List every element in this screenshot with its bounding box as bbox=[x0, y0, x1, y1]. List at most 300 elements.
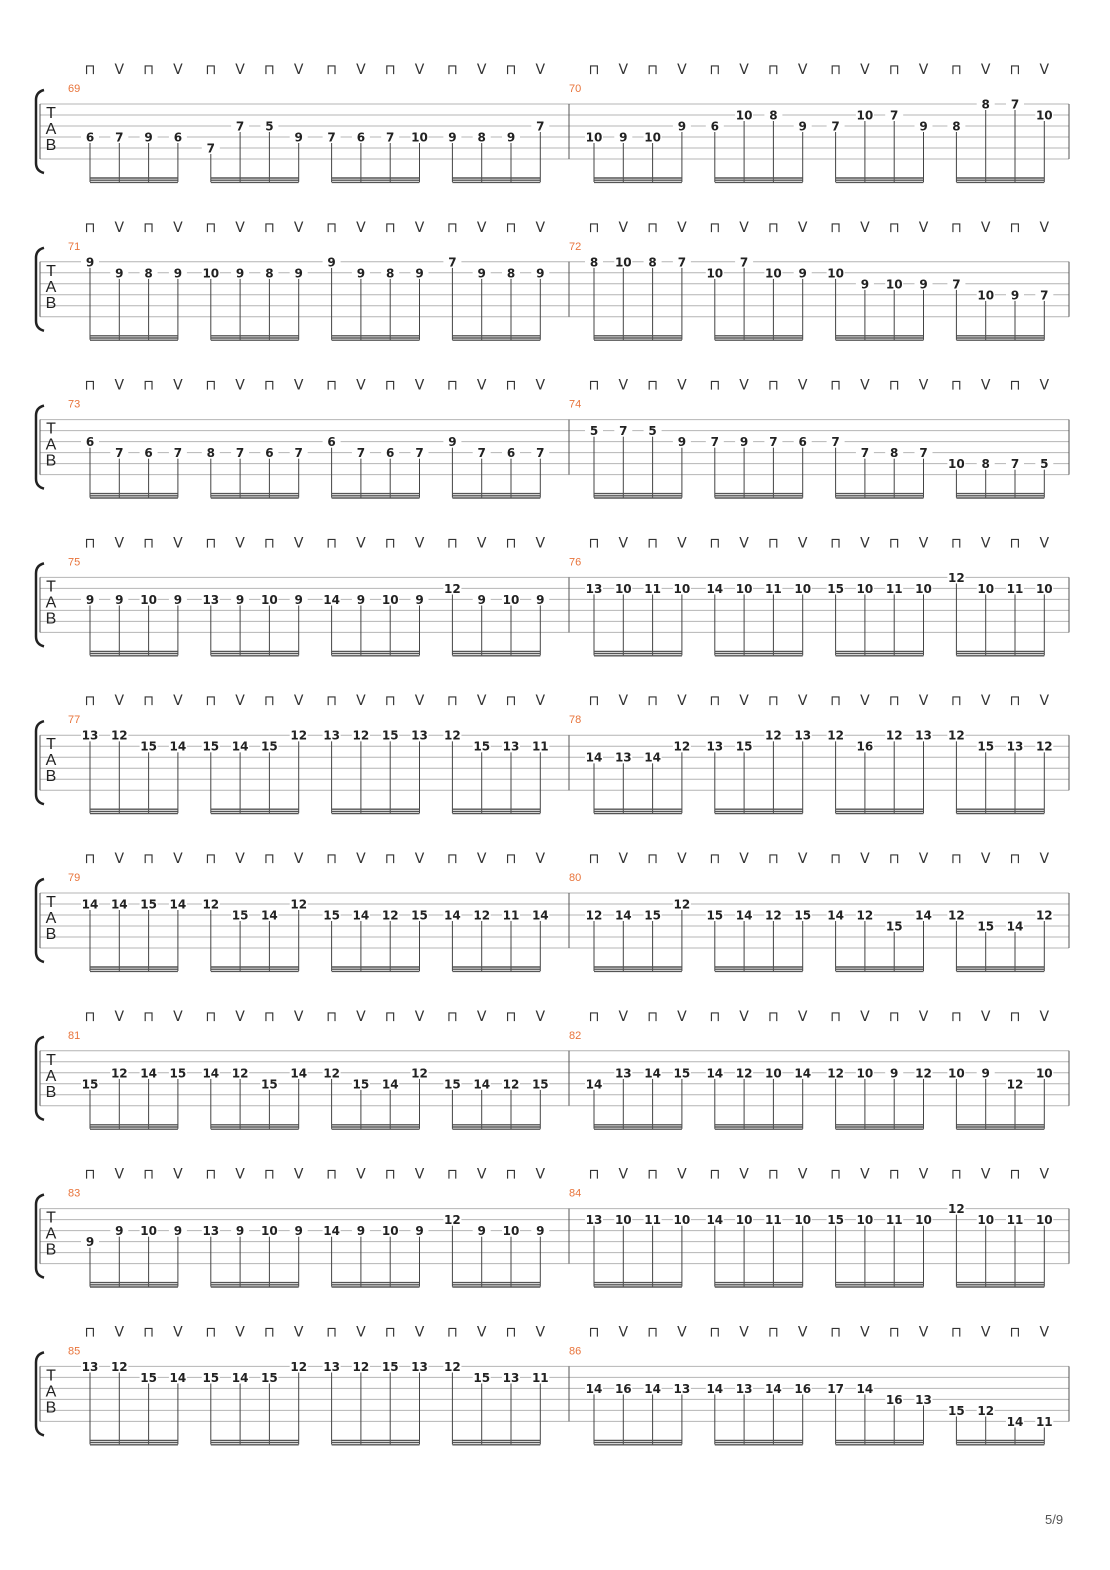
measure-number: 70 bbox=[569, 83, 582, 95]
upstroke-icon: V bbox=[535, 377, 546, 394]
fret-number: 7 bbox=[115, 446, 124, 461]
fret-number: 15 bbox=[81, 1077, 99, 1092]
fret-number: 6 bbox=[798, 435, 807, 450]
downstroke-icon: ⊓ bbox=[263, 851, 275, 867]
fret-number: 14 bbox=[856, 1381, 874, 1396]
tab-system bbox=[36, 1167, 1069, 1287]
fret-number: 10 bbox=[948, 457, 965, 472]
downstroke-icon: ⊓ bbox=[950, 377, 962, 394]
fret-number: 14 bbox=[735, 908, 753, 923]
tab-clef-letter: A bbox=[45, 910, 57, 927]
fret-number: 14 bbox=[169, 897, 187, 912]
downstroke-icon: ⊓ bbox=[143, 1166, 155, 1183]
fret-number: 15 bbox=[473, 739, 491, 754]
tab-clef-letter: B bbox=[45, 926, 57, 943]
fret-number: 14 bbox=[765, 1381, 782, 1396]
fret-number: 14 bbox=[261, 908, 278, 923]
fret-number: 14 bbox=[614, 908, 632, 923]
downstroke-icon: ⊓ bbox=[84, 851, 96, 867]
tab-clef-letter: T bbox=[46, 894, 56, 911]
upstroke-icon: V bbox=[173, 1166, 183, 1183]
fret-number: 7 bbox=[677, 255, 687, 270]
measure-number: 79 bbox=[68, 872, 81, 884]
fret-number: 7 bbox=[415, 446, 424, 461]
downstroke-icon: ⊓ bbox=[263, 62, 275, 78]
fret-number: 7 bbox=[831, 435, 840, 450]
downstroke-icon: ⊓ bbox=[830, 1166, 842, 1183]
upstroke-icon: V bbox=[618, 1324, 629, 1341]
downstroke-icon: ⊓ bbox=[446, 219, 458, 236]
upstroke-icon: V bbox=[739, 1324, 749, 1341]
upstroke-icon: V bbox=[114, 851, 125, 867]
fret-number: 7 bbox=[1010, 457, 1020, 472]
downstroke-icon: ⊓ bbox=[950, 1324, 962, 1341]
fret-number: 13 bbox=[323, 1359, 340, 1374]
downstroke-icon: ⊓ bbox=[767, 219, 779, 236]
upstroke-icon: V bbox=[235, 219, 245, 236]
tab-system bbox=[36, 851, 1069, 971]
downstroke-icon: ⊓ bbox=[205, 62, 217, 78]
upstroke-icon: V bbox=[1039, 693, 1050, 710]
fret-number: 7 bbox=[173, 446, 183, 461]
upstroke-icon: V bbox=[918, 1166, 929, 1183]
fret-number: 12 bbox=[231, 1066, 249, 1081]
fret-number: 14 bbox=[794, 1066, 812, 1081]
measure-number: 72 bbox=[569, 240, 582, 253]
measure-number: 77 bbox=[68, 714, 81, 727]
upstroke-icon: V bbox=[1039, 1008, 1050, 1025]
fret-number: 14 bbox=[231, 1370, 249, 1385]
fret-number: 7 bbox=[536, 446, 545, 461]
downstroke-icon: ⊓ bbox=[709, 851, 721, 867]
fret-number: 9 bbox=[448, 435, 457, 450]
fret-number: 7 bbox=[890, 108, 899, 123]
fret-number: 13 bbox=[614, 1066, 632, 1081]
downstroke-icon: ⊓ bbox=[84, 1324, 96, 1341]
upstroke-icon: V bbox=[535, 1166, 546, 1183]
downstroke-icon: ⊓ bbox=[767, 535, 779, 552]
downstroke-icon: ⊓ bbox=[326, 851, 338, 867]
downstroke-icon: ⊓ bbox=[205, 851, 217, 867]
fret-number: 15 bbox=[794, 908, 812, 923]
fret-number: 12 bbox=[290, 897, 308, 912]
fret-number: 7 bbox=[710, 435, 719, 450]
upstroke-icon: V bbox=[235, 535, 245, 552]
fret-number: 13 bbox=[1006, 739, 1024, 754]
downstroke-icon: ⊓ bbox=[647, 377, 659, 394]
fret-number: 12 bbox=[411, 1066, 428, 1081]
upstroke-icon: V bbox=[414, 1166, 425, 1183]
downstroke-icon: ⊓ bbox=[205, 535, 217, 552]
upstroke-icon: V bbox=[739, 219, 749, 236]
downstroke-icon: ⊓ bbox=[1009, 1324, 1021, 1341]
tab-clef-letter: B bbox=[45, 768, 57, 786]
fret-number: 9 bbox=[115, 266, 124, 281]
fret-number: 6 bbox=[710, 119, 719, 134]
upstroke-icon: V bbox=[797, 62, 808, 78]
fret-number: 9 bbox=[356, 1224, 366, 1239]
fret-number: 14 bbox=[444, 908, 461, 923]
fret-number: 9 bbox=[85, 255, 95, 270]
fret-number: 9 bbox=[448, 130, 457, 145]
downstroke-icon: ⊓ bbox=[888, 62, 900, 78]
downstroke-icon: ⊓ bbox=[143, 62, 155, 78]
downstroke-icon: ⊓ bbox=[709, 535, 721, 552]
downstroke-icon: ⊓ bbox=[384, 693, 396, 710]
fret-number: 10 bbox=[614, 255, 632, 270]
upstroke-icon: V bbox=[739, 1008, 749, 1025]
fret-number: 15 bbox=[169, 1066, 187, 1081]
fret-number: 8 bbox=[769, 108, 778, 123]
downstroke-icon: ⊓ bbox=[888, 1166, 900, 1183]
fret-number: 9 bbox=[981, 1066, 990, 1081]
fret-number: 13 bbox=[673, 1381, 691, 1396]
upstroke-icon: V bbox=[356, 377, 366, 394]
fret-number: 10 bbox=[411, 130, 428, 145]
fret-number: 6 bbox=[356, 130, 366, 145]
downstroke-icon: ⊓ bbox=[205, 219, 217, 236]
downstroke-icon: ⊓ bbox=[384, 1324, 396, 1341]
downstroke-icon: ⊓ bbox=[888, 377, 900, 394]
fret-number: 13 bbox=[81, 728, 99, 743]
fret-number: 10 bbox=[706, 266, 724, 281]
fret-number: 12 bbox=[827, 1066, 844, 1081]
downstroke-icon: ⊓ bbox=[143, 851, 155, 867]
upstroke-icon: V bbox=[114, 219, 125, 236]
fret-number: 11 bbox=[644, 581, 661, 596]
fret-number: 12 bbox=[352, 1359, 370, 1374]
upstroke-icon: V bbox=[797, 693, 808, 710]
fret-number: 10 bbox=[735, 581, 753, 596]
fret-number: 10 bbox=[502, 592, 520, 607]
tab-clef-letter: B bbox=[45, 452, 57, 470]
fret-number: 12 bbox=[735, 1066, 753, 1081]
tab-clef-letter: B bbox=[45, 137, 57, 154]
fret-number: 11 bbox=[644, 1213, 661, 1228]
upstroke-icon: V bbox=[918, 219, 929, 236]
fret-number: 9 bbox=[415, 592, 424, 607]
upstroke-icon: V bbox=[173, 62, 183, 78]
fret-number: 11 bbox=[765, 581, 782, 596]
downstroke-icon: ⊓ bbox=[950, 1008, 962, 1025]
upstroke-icon: V bbox=[535, 219, 546, 236]
fret-number: 14 bbox=[323, 592, 340, 607]
upstroke-icon: V bbox=[476, 535, 487, 552]
upstroke-icon: V bbox=[235, 1324, 245, 1341]
fret-number: 11 bbox=[502, 908, 520, 923]
measure-number: 74 bbox=[569, 398, 582, 411]
upstroke-icon: V bbox=[980, 62, 991, 78]
upstroke-icon: V bbox=[414, 377, 425, 394]
fret-number: 9 bbox=[536, 1224, 545, 1239]
tab-clef-letter: T bbox=[46, 736, 56, 754]
upstroke-icon: V bbox=[980, 693, 991, 710]
fret-number: 11 bbox=[885, 1213, 903, 1228]
fret-number: 13 bbox=[915, 728, 932, 743]
fret-number: 9 bbox=[85, 592, 95, 607]
upstroke-icon: V bbox=[1039, 219, 1050, 236]
downstroke-icon: ⊓ bbox=[263, 377, 275, 394]
downstroke-icon: ⊓ bbox=[505, 1166, 517, 1183]
upstroke-icon: V bbox=[414, 535, 425, 552]
fret-number: 15 bbox=[706, 908, 724, 923]
fret-number: 14 bbox=[231, 739, 249, 754]
upstroke-icon: V bbox=[535, 851, 546, 867]
upstroke-icon: V bbox=[739, 535, 749, 552]
tab-system bbox=[36, 62, 1069, 182]
downstroke-icon: ⊓ bbox=[446, 535, 458, 552]
fret-number: 9 bbox=[1010, 288, 1020, 303]
fret-number: 12 bbox=[473, 908, 491, 923]
upstroke-icon: V bbox=[414, 1008, 425, 1025]
downstroke-icon: ⊓ bbox=[888, 219, 900, 236]
upstroke-icon: V bbox=[293, 693, 304, 710]
downstroke-icon: ⊓ bbox=[505, 219, 517, 236]
upstroke-icon: V bbox=[618, 1166, 629, 1183]
measure-number: 85 bbox=[68, 1345, 81, 1358]
fret-number: 9 bbox=[235, 592, 245, 607]
upstroke-icon: V bbox=[860, 1166, 870, 1183]
fret-number: 10 bbox=[885, 277, 903, 292]
fret-number: 14 bbox=[644, 1381, 661, 1396]
fret-number: 11 bbox=[531, 1370, 549, 1385]
fret-number: 14 bbox=[169, 739, 187, 754]
fret-number: 10 bbox=[502, 1224, 520, 1239]
upstroke-icon: V bbox=[860, 1324, 870, 1341]
downstroke-icon: ⊓ bbox=[830, 219, 842, 236]
fret-number: 12 bbox=[765, 908, 782, 923]
fret-number: 6 bbox=[85, 435, 95, 450]
measure-number: 71 bbox=[68, 240, 81, 253]
tab-clef-letter: T bbox=[46, 262, 56, 280]
upstroke-icon: V bbox=[114, 62, 125, 78]
upstroke-icon: V bbox=[918, 693, 929, 710]
downstroke-icon: ⊓ bbox=[709, 693, 721, 710]
fret-number: 15 bbox=[473, 1370, 491, 1385]
upstroke-icon: V bbox=[677, 851, 687, 867]
fret-number: 8 bbox=[477, 130, 486, 145]
upstroke-icon: V bbox=[980, 535, 991, 552]
fret-number: 12 bbox=[444, 728, 461, 743]
upstroke-icon: V bbox=[414, 851, 425, 867]
upstroke-icon: V bbox=[414, 219, 425, 236]
fret-number: 10 bbox=[614, 1213, 632, 1228]
fret-number: 12 bbox=[1035, 739, 1053, 754]
upstroke-icon: V bbox=[1039, 62, 1050, 78]
upstroke-icon: V bbox=[918, 535, 929, 552]
upstroke-icon: V bbox=[356, 1324, 366, 1341]
fret-number: 15 bbox=[411, 908, 428, 923]
upstroke-icon: V bbox=[235, 62, 245, 78]
fret-number: 13 bbox=[585, 1213, 603, 1228]
fret-number: 12 bbox=[885, 728, 903, 743]
upstroke-icon: V bbox=[476, 851, 487, 867]
downstroke-icon: ⊓ bbox=[588, 1008, 600, 1025]
upstroke-icon: V bbox=[1039, 851, 1050, 867]
fret-number: 6 bbox=[85, 130, 95, 145]
upstroke-icon: V bbox=[677, 219, 687, 236]
upstroke-icon: V bbox=[293, 1008, 304, 1025]
fret-number: 10 bbox=[381, 1224, 399, 1239]
upstroke-icon: V bbox=[677, 535, 687, 552]
downstroke-icon: ⊓ bbox=[767, 377, 779, 394]
fret-number: 15 bbox=[381, 728, 399, 743]
fret-number: 9 bbox=[919, 119, 928, 134]
fret-number: 11 bbox=[1006, 581, 1024, 596]
downstroke-icon: ⊓ bbox=[647, 535, 659, 552]
fret-number: 7 bbox=[235, 119, 245, 134]
upstroke-icon: V bbox=[476, 1166, 487, 1183]
fret-number: 10 bbox=[644, 130, 661, 145]
fret-number: 15 bbox=[644, 908, 661, 923]
fret-number: 14 bbox=[290, 1066, 308, 1081]
downstroke-icon: ⊓ bbox=[143, 535, 155, 552]
fret-number: 7 bbox=[327, 130, 336, 145]
upstroke-icon: V bbox=[293, 535, 304, 552]
fret-number: 9 bbox=[919, 277, 928, 292]
downstroke-icon: ⊓ bbox=[84, 1008, 96, 1025]
fret-number: 10 bbox=[614, 581, 632, 596]
downstroke-icon: ⊓ bbox=[709, 219, 721, 236]
upstroke-icon: V bbox=[677, 377, 687, 394]
upstroke-icon: V bbox=[173, 1324, 183, 1341]
fret-number: 7 bbox=[831, 119, 840, 134]
upstroke-icon: V bbox=[235, 1166, 245, 1183]
upstroke-icon: V bbox=[618, 851, 629, 867]
upstroke-icon: V bbox=[414, 693, 425, 710]
downstroke-icon: ⊓ bbox=[767, 62, 779, 78]
upstroke-icon: V bbox=[677, 693, 687, 710]
fret-number: 12 bbox=[290, 728, 308, 743]
upstroke-icon: V bbox=[739, 377, 749, 394]
upstroke-icon: V bbox=[739, 62, 749, 78]
tab-system bbox=[36, 378, 1069, 498]
fret-number: 14 bbox=[1006, 919, 1024, 934]
upstroke-icon: V bbox=[860, 851, 870, 867]
downstroke-icon: ⊓ bbox=[767, 851, 779, 867]
downstroke-icon: ⊓ bbox=[888, 535, 900, 552]
tab-clef-letter: B bbox=[45, 1399, 57, 1417]
upstroke-icon: V bbox=[356, 219, 366, 236]
upstroke-icon: V bbox=[476, 693, 487, 710]
downstroke-icon: ⊓ bbox=[84, 62, 96, 78]
fret-number: 17 bbox=[827, 1381, 844, 1396]
fret-number: 7 bbox=[536, 119, 545, 134]
downstroke-icon: ⊓ bbox=[446, 1324, 458, 1341]
fret-number: 15 bbox=[735, 739, 753, 754]
upstroke-icon: V bbox=[918, 377, 929, 394]
fret-number: 8 bbox=[648, 255, 657, 270]
fret-number: 9 bbox=[85, 1235, 95, 1250]
upstroke-icon: V bbox=[618, 535, 629, 552]
fret-number: 13 bbox=[706, 739, 724, 754]
downstroke-icon: ⊓ bbox=[647, 1324, 659, 1341]
upstroke-icon: V bbox=[293, 1166, 304, 1183]
upstroke-icon: V bbox=[918, 851, 929, 867]
downstroke-icon: ⊓ bbox=[709, 377, 721, 394]
fret-number: 13 bbox=[794, 728, 812, 743]
fret-number: 5 bbox=[589, 424, 599, 439]
fret-number: 12 bbox=[352, 728, 370, 743]
downstroke-icon: ⊓ bbox=[205, 1166, 217, 1183]
upstroke-icon: V bbox=[114, 377, 125, 394]
fret-number: 6 bbox=[386, 446, 395, 461]
fret-number: 7 bbox=[1010, 97, 1020, 112]
upstroke-icon: V bbox=[535, 1324, 546, 1341]
fret-number: 10 bbox=[1035, 1066, 1053, 1081]
fret-number: 8 bbox=[952, 119, 961, 134]
downstroke-icon: ⊓ bbox=[326, 1008, 338, 1025]
upstroke-icon: V bbox=[414, 1324, 425, 1341]
tab-clef-letter: A bbox=[45, 594, 57, 612]
fret-number: 12 bbox=[585, 908, 603, 923]
fret-number: 6 bbox=[506, 446, 516, 461]
fret-number: 12 bbox=[444, 581, 461, 596]
fret-number: 13 bbox=[585, 581, 603, 596]
fret-number: 14 bbox=[381, 1077, 399, 1092]
fret-number: 13 bbox=[81, 1359, 99, 1374]
downstroke-icon: ⊓ bbox=[384, 851, 396, 867]
fret-number: 8 bbox=[206, 446, 215, 461]
downstroke-icon: ⊓ bbox=[84, 1166, 96, 1183]
downstroke-icon: ⊓ bbox=[84, 693, 96, 710]
fret-number: 16 bbox=[794, 1381, 812, 1396]
fret-number: 16 bbox=[885, 1392, 903, 1407]
upstroke-icon: V bbox=[797, 1324, 808, 1341]
downstroke-icon: ⊓ bbox=[1009, 1008, 1021, 1025]
downstroke-icon: ⊓ bbox=[830, 62, 842, 78]
fret-number: 15 bbox=[381, 1359, 399, 1374]
upstroke-icon: V bbox=[114, 535, 125, 552]
tab-system bbox=[36, 220, 1069, 340]
downstroke-icon: ⊓ bbox=[263, 1008, 275, 1025]
downstroke-icon: ⊓ bbox=[767, 1166, 779, 1183]
fret-number: 13 bbox=[411, 1359, 428, 1374]
fret-number: 9 bbox=[536, 266, 545, 281]
downstroke-icon: ⊓ bbox=[263, 1324, 275, 1341]
fret-number: 10 bbox=[977, 581, 995, 596]
upstroke-icon: V bbox=[414, 62, 425, 78]
tab-clef-letter: A bbox=[45, 278, 57, 296]
downstroke-icon: ⊓ bbox=[950, 62, 962, 78]
upstroke-icon: V bbox=[677, 62, 687, 78]
upstroke-icon: V bbox=[356, 693, 366, 710]
downstroke-icon: ⊓ bbox=[888, 1324, 900, 1341]
fret-number: 10 bbox=[1035, 108, 1053, 123]
upstroke-icon: V bbox=[173, 693, 183, 710]
fret-number: 8 bbox=[265, 266, 274, 281]
fret-number: 15 bbox=[261, 739, 278, 754]
tab-clef-letter: B bbox=[45, 1083, 57, 1101]
fret-number: 14 bbox=[81, 897, 99, 912]
downstroke-icon: ⊓ bbox=[326, 535, 338, 552]
upstroke-icon: V bbox=[918, 1324, 929, 1341]
upstroke-icon: V bbox=[476, 62, 487, 78]
fret-number: 10 bbox=[948, 1066, 965, 1081]
upstroke-icon: V bbox=[114, 1008, 125, 1025]
upstroke-icon: V bbox=[1039, 1166, 1050, 1183]
fret-number: 10 bbox=[915, 581, 932, 596]
downstroke-icon: ⊓ bbox=[1009, 62, 1021, 78]
fret-number: 14 bbox=[706, 581, 724, 596]
tab-clef-letter: A bbox=[45, 752, 57, 770]
downstroke-icon: ⊓ bbox=[505, 377, 517, 394]
downstroke-icon: ⊓ bbox=[709, 1324, 721, 1341]
downstroke-icon: ⊓ bbox=[143, 1324, 155, 1341]
fret-number: 7 bbox=[235, 446, 245, 461]
downstroke-icon: ⊓ bbox=[647, 219, 659, 236]
fret-number: 12 bbox=[444, 1359, 461, 1374]
